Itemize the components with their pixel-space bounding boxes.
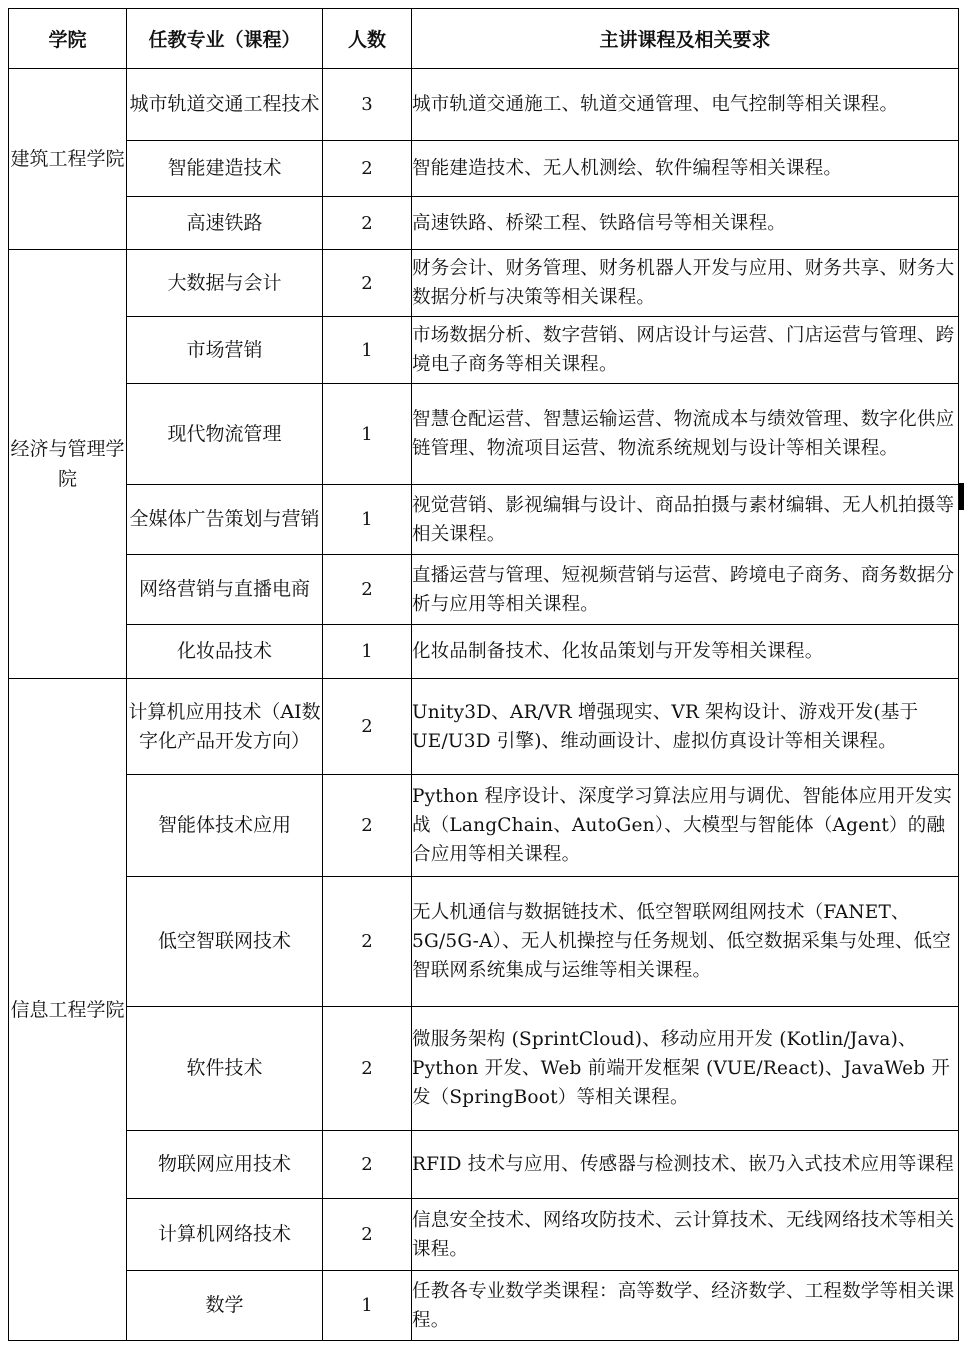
major-cell: 计算机网络技术 bbox=[127, 1199, 323, 1271]
courses-cell: Unity3D、AR/VR 增强现实、VR 架构设计、游戏开发(基于 UE/U3D 引擎)、维动画设计、虚拟仿真设计等相关课程。 bbox=[412, 679, 959, 775]
major-cell: 化妆品技术 bbox=[127, 625, 323, 679]
major-cell: 市场营销 bbox=[127, 317, 323, 384]
major-cell: 计算机应用技术（AI数字化产品开发方向） bbox=[127, 679, 323, 775]
table-row bbox=[9, 1007, 959, 1131]
courses-cell: 市场数据分析、数字营销、网店设计与运营、门店运营与管理、跨境电子商务等相关课程。 bbox=[412, 317, 959, 384]
table-row bbox=[9, 555, 959, 625]
table-row bbox=[9, 877, 959, 1007]
table-row bbox=[9, 384, 959, 485]
table-row bbox=[9, 250, 959, 317]
courses-cell: 视觉营销、影视编辑与设计、商品拍摄与素材编辑、无人机拍摄等相关课程。 bbox=[412, 485, 959, 555]
courses-cell: 任教各专业数学类课程：高等数学、经济数学、工程数学等相关课程。 bbox=[412, 1271, 959, 1341]
major-cell: 全媒体广告策划与营销 bbox=[127, 485, 323, 555]
major-cell: 智能体技术应用 bbox=[127, 775, 323, 877]
count-cell: 2 bbox=[323, 1199, 412, 1271]
header-major: 任教专业（课程） bbox=[127, 9, 323, 69]
header-row bbox=[9, 9, 959, 69]
count-cell: 1 bbox=[323, 485, 412, 555]
courses-cell: 无人机通信与数据链技术、低空智联网组网技术（FANET、5G/5G-A）、无人机操控与任务规划、低空数据采集与处理、低空智联网系统集成与运维等相关课程。 bbox=[412, 877, 959, 1007]
courses-cell: RFID 技术与应用、传感器与检测技术、嵌乃入式技术应用等课程 bbox=[412, 1131, 959, 1199]
table-row bbox=[9, 625, 959, 679]
major-cell: 城市轨道交通工程技术 bbox=[127, 69, 323, 141]
table-row bbox=[9, 69, 959, 141]
header-college: 学院 bbox=[9, 9, 127, 69]
table-row bbox=[9, 1131, 959, 1199]
page-edge-mark bbox=[958, 483, 964, 510]
courses-cell: 化妆品制备技术、化妆品策划与开发等相关课程。 bbox=[412, 625, 959, 679]
count-cell: 3 bbox=[323, 69, 412, 141]
table-row bbox=[9, 317, 959, 384]
count-cell: 2 bbox=[323, 250, 412, 317]
major-cell: 现代物流管理 bbox=[127, 384, 323, 485]
courses-cell: 智能建造技术、无人机测绘、软件编程等相关课程。 bbox=[412, 141, 959, 197]
courses-cell: 信息安全技术、网络攻防技术、云计算技术、无线网络技术等相关课程。 bbox=[412, 1199, 959, 1271]
college-cell: 建筑工程学院 bbox=[9, 69, 127, 250]
major-cell: 高速铁路 bbox=[127, 197, 323, 250]
count-cell: 2 bbox=[323, 877, 412, 1007]
table-row bbox=[9, 485, 959, 555]
count-cell: 1 bbox=[323, 625, 412, 679]
count-cell: 2 bbox=[323, 1007, 412, 1131]
courses-cell: 智慧仓配运营、智慧运输运营、物流成本与绩效管理、数字化供应链管理、物流项目运营、物流系统规划与设计等相关课程。 bbox=[412, 384, 959, 485]
courses-cell: 财务会计、财务管理、财务机器人开发与应用、财务共享、财务大数据分析与决策等相关课程。 bbox=[412, 250, 959, 317]
major-cell: 软件技术 bbox=[127, 1007, 323, 1131]
courses-cell: Python 程序设计、深度学习算法应用与调优、智能体应用开发实战（LangChain、AutoGen）、大模型与智能体（Agent）的融合应用等相关课程。 bbox=[412, 775, 959, 877]
table-row bbox=[9, 141, 959, 197]
major-cell: 智能建造技术 bbox=[127, 141, 323, 197]
recruitment-table bbox=[8, 8, 959, 1341]
major-cell: 低空智联网技术 bbox=[127, 877, 323, 1007]
table-row bbox=[9, 679, 959, 775]
college-cell: 经济与管理学院 bbox=[9, 250, 127, 679]
major-cell: 大数据与会计 bbox=[127, 250, 323, 317]
table-row bbox=[9, 1271, 959, 1341]
courses-cell: 城市轨道交通施工、轨道交通管理、电气控制等相关课程。 bbox=[412, 69, 959, 141]
major-cell: 物联网应用技术 bbox=[127, 1131, 323, 1199]
header-courses: 主讲课程及相关要求 bbox=[412, 9, 959, 69]
count-cell: 2 bbox=[323, 197, 412, 250]
table-row bbox=[9, 1199, 959, 1271]
count-cell: 2 bbox=[323, 141, 412, 197]
courses-cell: 微服务架构 (SprintCloud)、移动应用开发 (Kotlin/Java)、Python 开发、Web 前端开发框架 (VUE/React)、JavaWeb 开发（SpringBoot）等相关课程。 bbox=[412, 1007, 959, 1131]
college-cell: 信息工程学院 bbox=[9, 679, 127, 1341]
header-count: 人数 bbox=[323, 9, 412, 69]
count-cell: 1 bbox=[323, 384, 412, 485]
major-cell: 数学 bbox=[127, 1271, 323, 1341]
table-row bbox=[9, 775, 959, 877]
count-cell: 2 bbox=[323, 1131, 412, 1199]
count-cell: 2 bbox=[323, 775, 412, 877]
courses-cell: 直播运营与管理、短视频营销与运营、跨境电子商务、商务数据分析与应用等相关课程。 bbox=[412, 555, 959, 625]
count-cell: 1 bbox=[323, 1271, 412, 1341]
count-cell: 2 bbox=[323, 679, 412, 775]
courses-cell: 高速铁路、桥梁工程、铁路信号等相关课程。 bbox=[412, 197, 959, 250]
table-row bbox=[9, 197, 959, 250]
major-cell: 网络营销与直播电商 bbox=[127, 555, 323, 625]
count-cell: 2 bbox=[323, 555, 412, 625]
count-cell: 1 bbox=[323, 317, 412, 384]
